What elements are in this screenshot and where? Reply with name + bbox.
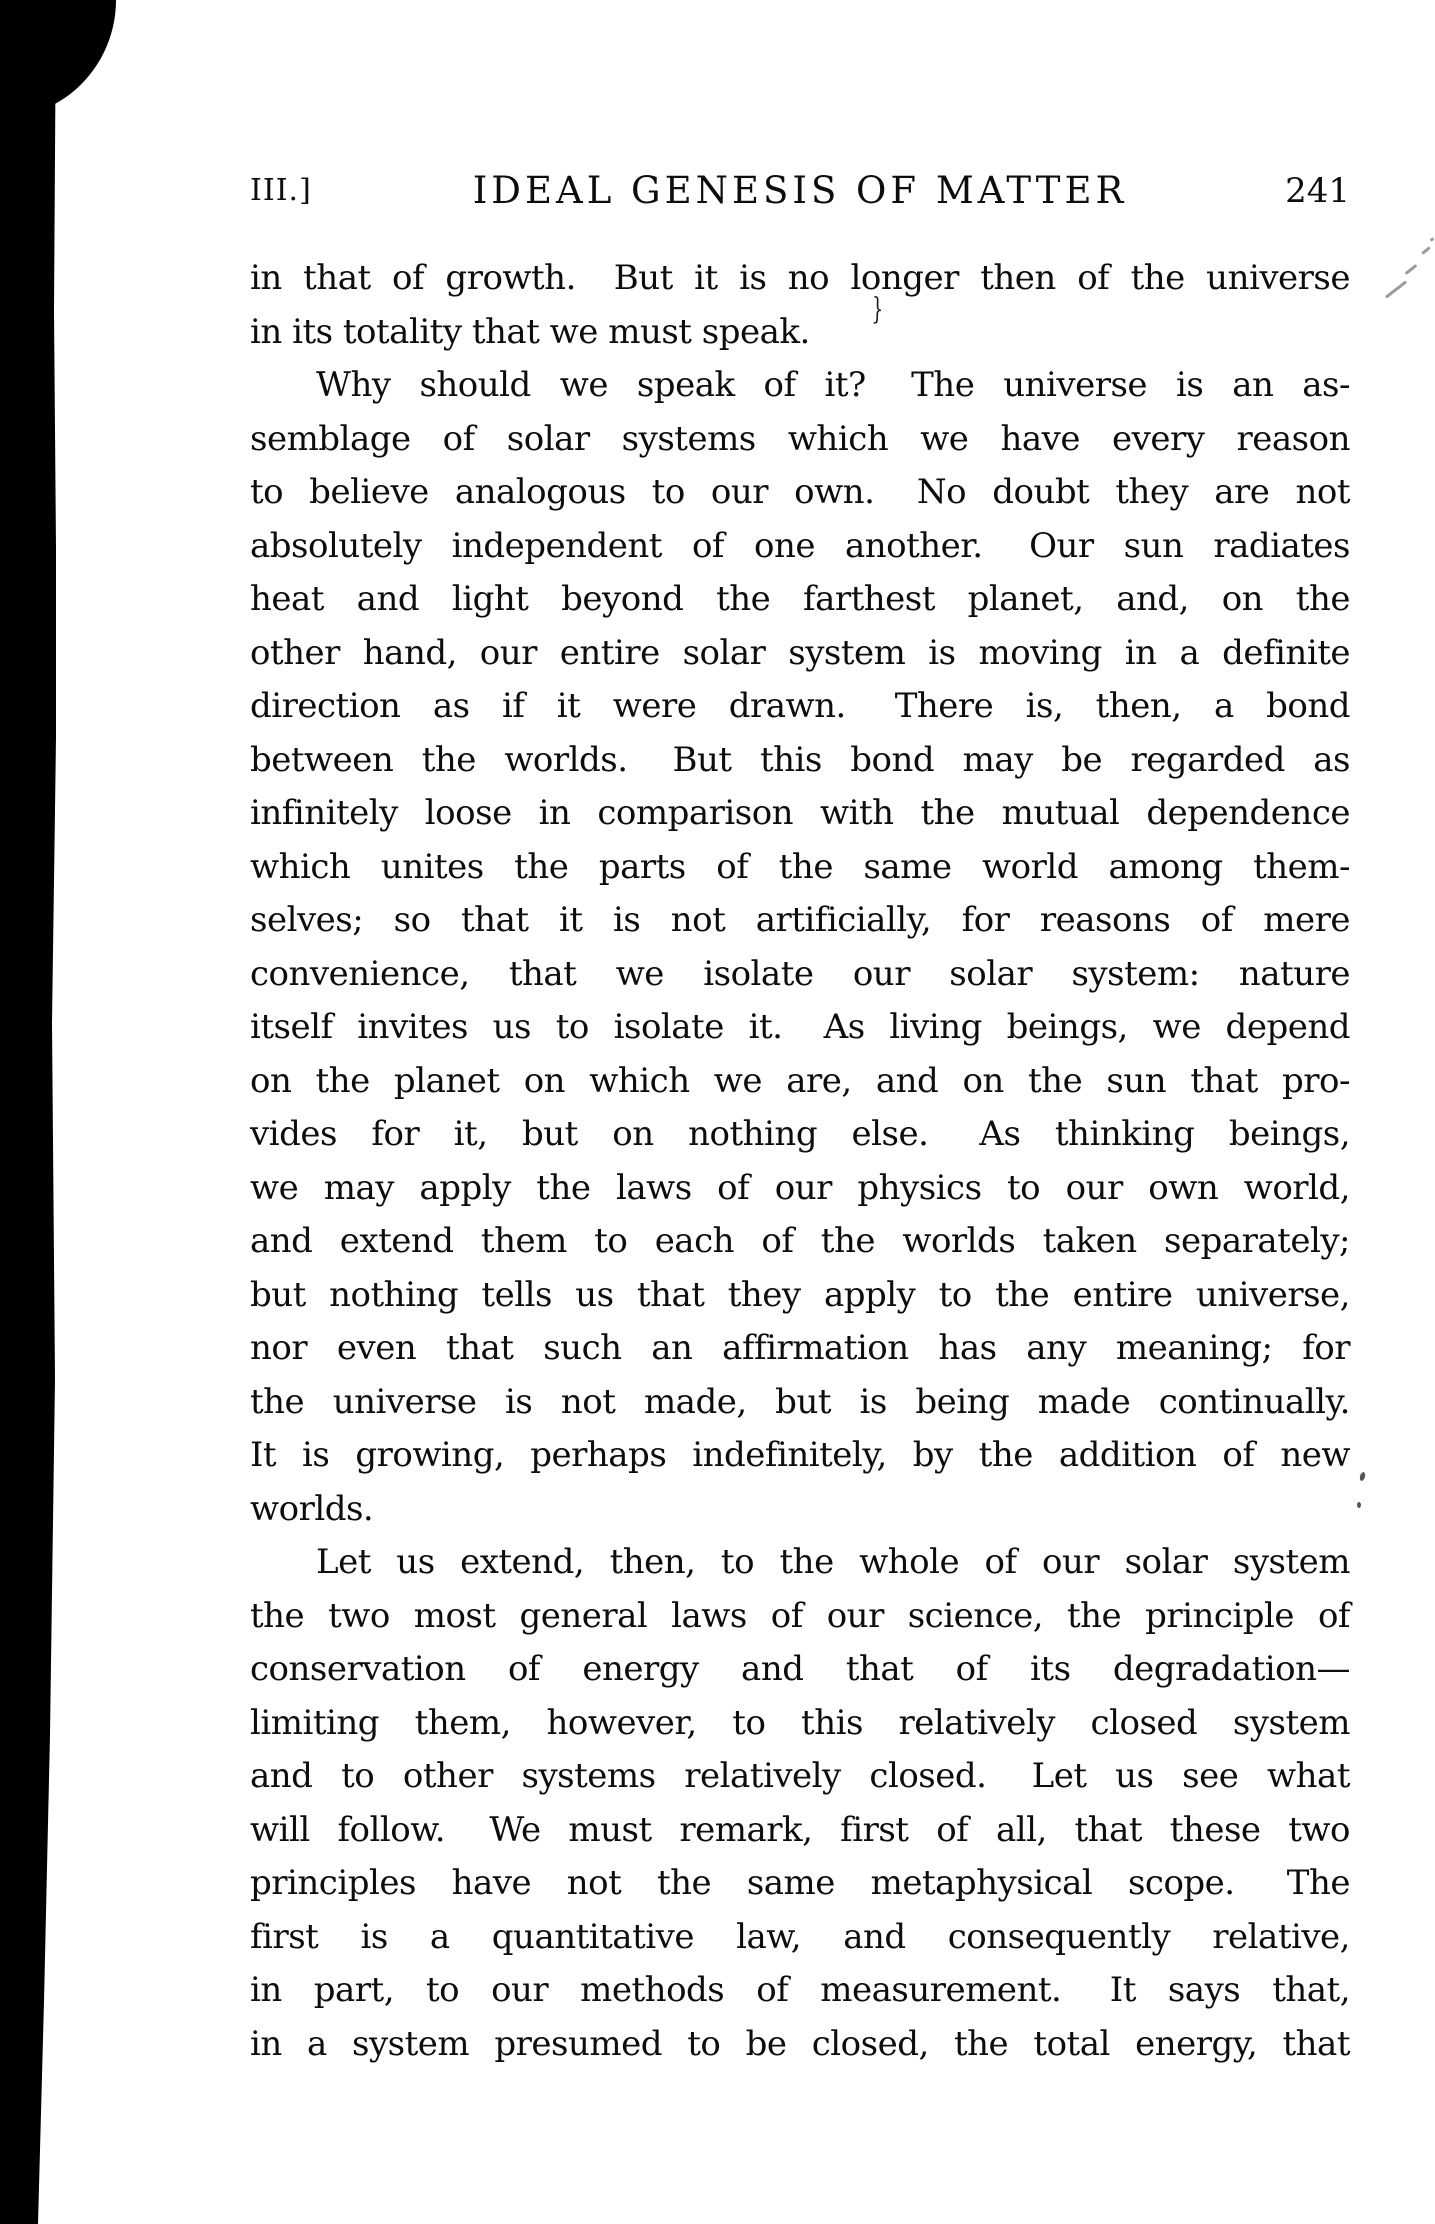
text-line: infinitely loose in comparison with the mutual dependence [250,793,1350,833]
text-line: direction as if it were drawn. There is, then, a bond [250,686,1350,726]
text-line: limiting them, however, to this relatively closed system [250,1702,1350,1743]
text-line: between the worlds. But this bond may be regarded as [250,739,1350,780]
text-line: in a system presumed to be closed, the total energy, that [250,2023,1350,2064]
text-line: other hand, our entire solar system is moving in a definite [250,632,1350,673]
text-line: selves; so that it is not artificially, for reasons of mere [250,900,1350,940]
text-line: the universe is not made, but is being made continually. [250,1381,1350,1422]
running-title: IDEAL GENESIS OF MATTER [472,169,1128,212]
text-line: in its totality that we must speak. [250,311,810,352]
page-header [250,168,1350,214]
ink-speck [1357,1502,1361,1508]
text-line: which unites the parts of the same world among them- [250,846,1350,887]
text-line: to believe analogous to our own. No doubt they are not [250,472,1350,512]
text-line: and to other systems relatively closed. Let us see what [250,1756,1350,1796]
chapter-marker: III.] [250,173,312,208]
text-line: itself invites us to isolate it. As living beings, we depend [250,1007,1350,1047]
scan-edge-corner-blob [0,0,116,118]
text-line: will follow. We must remark, first of all, that these two [250,1809,1350,1850]
text-line: conservation of energy and that of its degradation— [250,1649,1350,1689]
text-line: nor even that such an affirmation has any meaning; for [250,1328,1350,1368]
ink-smudge: } [871,291,884,328]
text-line: It is growing, perhaps indefinitely, by the addition of new [250,1435,1350,1475]
text-line: first is a quantitative law, and consequently relative, [250,1916,1350,1957]
ink-speck [1359,1472,1366,1482]
text-line: semblage of solar systems which we have every reason [250,418,1350,459]
text-line: vides for it, but on nothing else. As thinking beings, [250,1114,1350,1154]
scan-edge-left-bar [0,0,56,2224]
text-line: and extend them to each of the worlds taken separately; [250,1221,1350,1261]
text-line: Why should we speak of it? The universe is an as- [316,365,1350,405]
pencil-mark [1430,237,1435,242]
text-line: we may apply the laws of our physics to our own world, [250,1167,1350,1208]
text-line: in part, to our methods of measurement. It says that, [250,1970,1350,2010]
text-line: Let us extend, then, to the whole of our solar system [316,1542,1350,1582]
text-line: worlds. [250,1488,374,1529]
text-line: the two most general laws of our science, the principle of [250,1595,1350,1636]
text-line: convenience, that we isolate our solar system: nature [250,953,1350,994]
pencil-mark [1421,246,1431,255]
text-line: heat and light beyond the farthest planet, and, on the [250,579,1350,619]
text-line: absolutely independent of one another. Our sun radiates [250,525,1350,566]
pencil-mark [1405,264,1418,275]
page-number: 241 [1285,171,1350,211]
pencil-mark [1385,280,1407,298]
text-line: principles have not the same metaphysical scope. The [250,1863,1350,1903]
body-text-block [250,252,1350,2071]
text-line: but nothing tells us that they apply to the entire universe, [250,1274,1350,1315]
text-line: on the planet on which we are, and on the sun that pro- [250,1060,1350,1101]
text-line: in that of growth. But it is no longer then of the universe [250,258,1350,298]
